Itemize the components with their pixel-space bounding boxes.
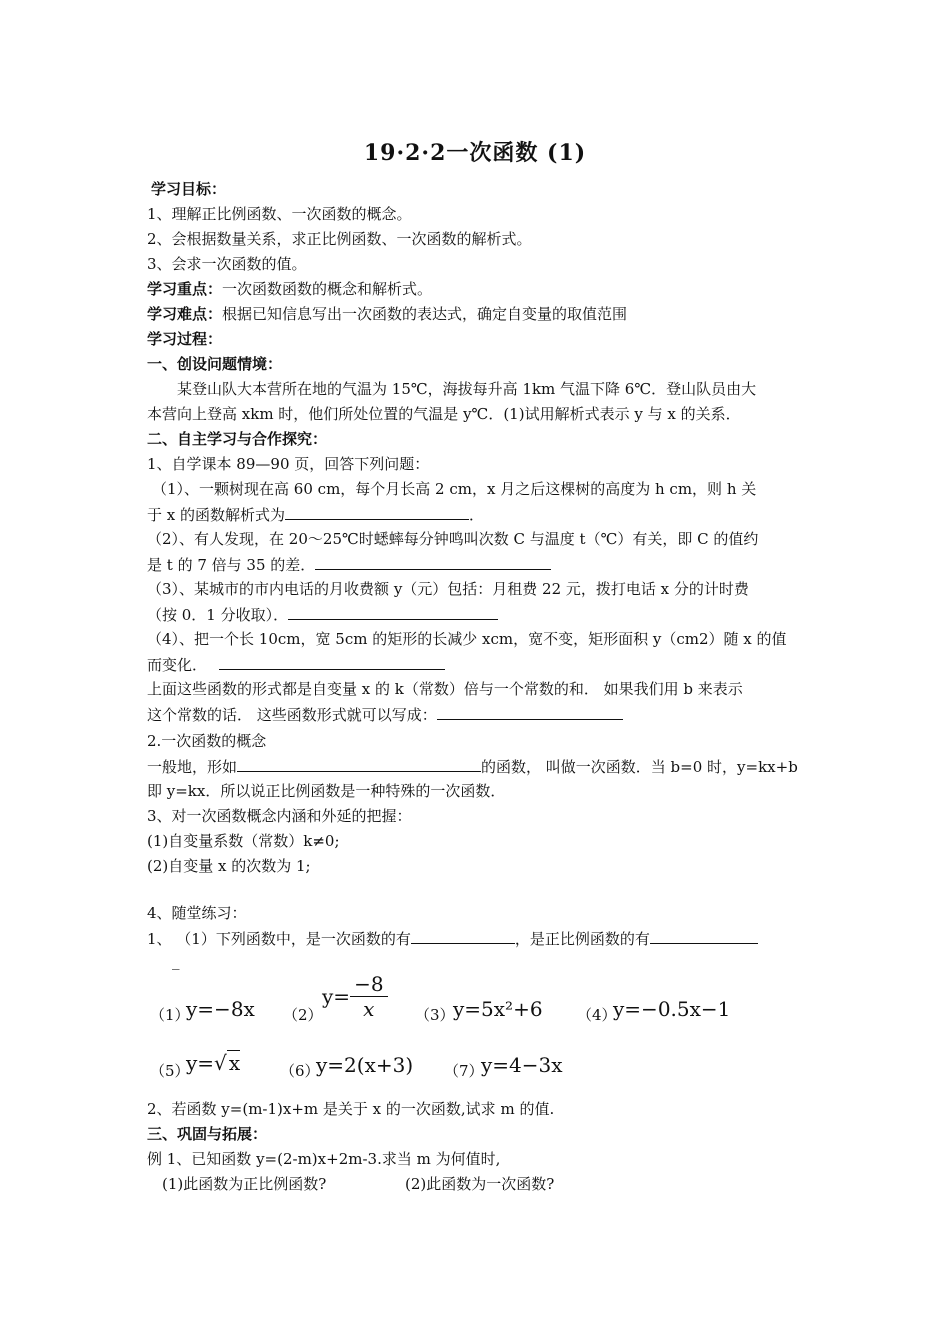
example-1-part-1: (1)此函数为正比例函数? xyxy=(162,1175,327,1193)
answer-blank[interactable] xyxy=(411,927,515,944)
grasp-item-2: (2)自变量 x 的次数为 1; xyxy=(147,857,311,875)
definition-start: 一般地，形如 xyxy=(147,758,238,776)
formula-3-number: （3） xyxy=(415,1006,455,1024)
question-1-line-1: （1）、一颗树现在高 60 cm，每个月长高 2 cm，x 月之后这棵树的高度为 h cm，则 h 关 xyxy=(152,480,757,498)
practice-q1-text-a: 1、 （1）下列函数中，是一次函数的有 xyxy=(147,930,411,948)
formula-5 xyxy=(186,1051,240,1075)
answer-blank[interactable] xyxy=(315,553,551,570)
page-title: 19·2·2一次函数 (1) xyxy=(363,140,587,166)
summary-line-1: 上面这些函数的形式都是自变量 x 的 k（常数）倍与一个常数的和． 如果我们用 b 来表示 xyxy=(147,680,743,698)
example-1: 例 1、已知函数 y=(2-m)x+2m-3.求当 m 为何值时, xyxy=(147,1150,501,1168)
question-3-text: （按 0．1 分收取）． xyxy=(147,606,289,624)
answer-blank[interactable] xyxy=(285,503,469,520)
formula-5-number: （5） xyxy=(150,1062,190,1080)
question-3-line-2 xyxy=(147,603,498,626)
diff-text: 根据已知信息写出一次函数的表达式，确定自变量的取值范围 xyxy=(222,305,628,323)
grasp-item-1: (1)自变量系数（常数）k≠0; xyxy=(147,832,340,850)
formula-1: y=−8x xyxy=(186,997,255,1021)
key-points xyxy=(147,278,432,300)
question-1-text: 于 x 的函数解析式为 xyxy=(147,506,285,524)
section-3-heading: 三、巩固与拓展： xyxy=(147,1125,268,1143)
key-text: 一次函数函数的概念和解析式。 xyxy=(222,280,433,298)
section-1-paragraph-1: 某登山队大本营所在地的气温为 15℃，海拔每升高 1km 气温下降 6℃．登山队员由大 xyxy=(177,380,757,398)
answer-blank[interactable] xyxy=(437,703,623,720)
section-1-heading: 一、创设问题情境： xyxy=(147,355,283,373)
formula-7-number: （7） xyxy=(444,1062,484,1080)
question-4-text: 而变化． xyxy=(147,656,208,674)
formula-5-radicand: x xyxy=(228,1051,241,1075)
formula-3: y=5x²+6 xyxy=(453,997,543,1021)
section-2-heading: 二、自主学习与合作探究： xyxy=(147,430,328,448)
answer-blank[interactable] xyxy=(219,653,445,670)
formula-6: y=2(x+3) xyxy=(316,1053,414,1077)
diff-label: 学习难点： xyxy=(147,305,223,323)
concept-heading: 2.一次函数的概念 xyxy=(147,732,267,750)
example-1-part-2: (2)此函数为一次函数? xyxy=(405,1175,555,1193)
formula-6-number: （6） xyxy=(280,1062,320,1080)
question-4-line-2 xyxy=(147,653,445,676)
definition-line-1 xyxy=(147,755,798,778)
definition-end: 的函数， 叫做一次函数．当 b=0 时，y=kx+b xyxy=(481,758,798,776)
formula-7: y=4−3x xyxy=(481,1053,563,1077)
answer-blank[interactable] xyxy=(237,755,481,772)
formula-5-lhs: y=√ xyxy=(186,1051,227,1075)
formula-2-numerator: −8 xyxy=(350,972,387,997)
practice-question-2: 2、若函数 y=(m-1)x+m 是关于 x 的一次函数,试求 m 的值. xyxy=(147,1100,555,1118)
self-study-line: 1、自学课本 89—90 页，回答下列问题： xyxy=(147,455,430,473)
process-heading: 学习过程： xyxy=(147,330,223,348)
formula-4-number: （4） xyxy=(577,1006,617,1024)
answer-blank[interactable] xyxy=(288,603,498,620)
summary-line-2 xyxy=(147,703,623,726)
key-label: 学习重点： xyxy=(147,280,223,298)
question-2-text: 是 t 的 7 倍与 35 的差． xyxy=(147,556,316,574)
formula-2-denominator: x xyxy=(363,997,375,1021)
formula-2 xyxy=(322,972,388,1021)
question-4-line-1: （4）、把一个长 10cm，宽 5cm 的矩形的长减少 xcm，宽不变，矩形面积 y（cm2）随 x 的值 xyxy=(147,630,787,648)
goal-1: 1、理解正比例函数、一次函数的概念。 xyxy=(147,205,412,223)
formula-2-lhs: y= xyxy=(322,984,351,1009)
question-2-line-1: （2）、有人发现，在 20～25℃时蟋蟀每分钟鸣叫次数 C 与温度 t（℃）有关，即 C 的值约 xyxy=(147,530,759,548)
goal-2: 2、会根据数量关系，求正比例函数、一次函数的解析式。 xyxy=(147,230,532,248)
question-1-line-2 xyxy=(147,503,484,526)
practice-dash: _ xyxy=(172,952,180,970)
formula-2-number: （2） xyxy=(283,1006,323,1024)
formula-1-number: （1） xyxy=(150,1006,190,1024)
goals-heading: 学习目标： xyxy=(151,180,227,198)
goal-3: 3、会求一次函数的值。 xyxy=(147,255,307,273)
question-2-line-2 xyxy=(147,553,551,576)
question-1-end: ． xyxy=(469,506,485,524)
practice-q1-text-b: ，是正比例函数的有 xyxy=(514,930,650,948)
formula-4: y=−0.5x−1 xyxy=(613,997,731,1021)
section-1-paragraph-2: 本营向上登高 xkm 时，他们所处位置的气温是 y℃．(1)试用解析式表示 y 与 x 的关系． xyxy=(147,405,741,423)
question-3-line-1: （3）、某城市的市内电话的月收费额 y（元）包括：月租费 22 元，拨打电话 x 分的计时费 xyxy=(147,580,749,598)
formula-2-fraction xyxy=(350,972,387,1021)
practice-question-1 xyxy=(147,927,758,950)
grasp-heading: 3、对一次函数概念内涵和外延的把握： xyxy=(147,807,412,825)
summary-text: 这个常数的话． 这些函数形式就可以写成： xyxy=(147,706,437,724)
practice-heading: 4、随堂练习： xyxy=(147,904,247,922)
difficulties xyxy=(147,303,627,325)
definition-line-2: 即 y=kx．所以说正比例函数是一种特殊的一次函数． xyxy=(147,782,506,800)
answer-blank[interactable] xyxy=(650,927,758,944)
